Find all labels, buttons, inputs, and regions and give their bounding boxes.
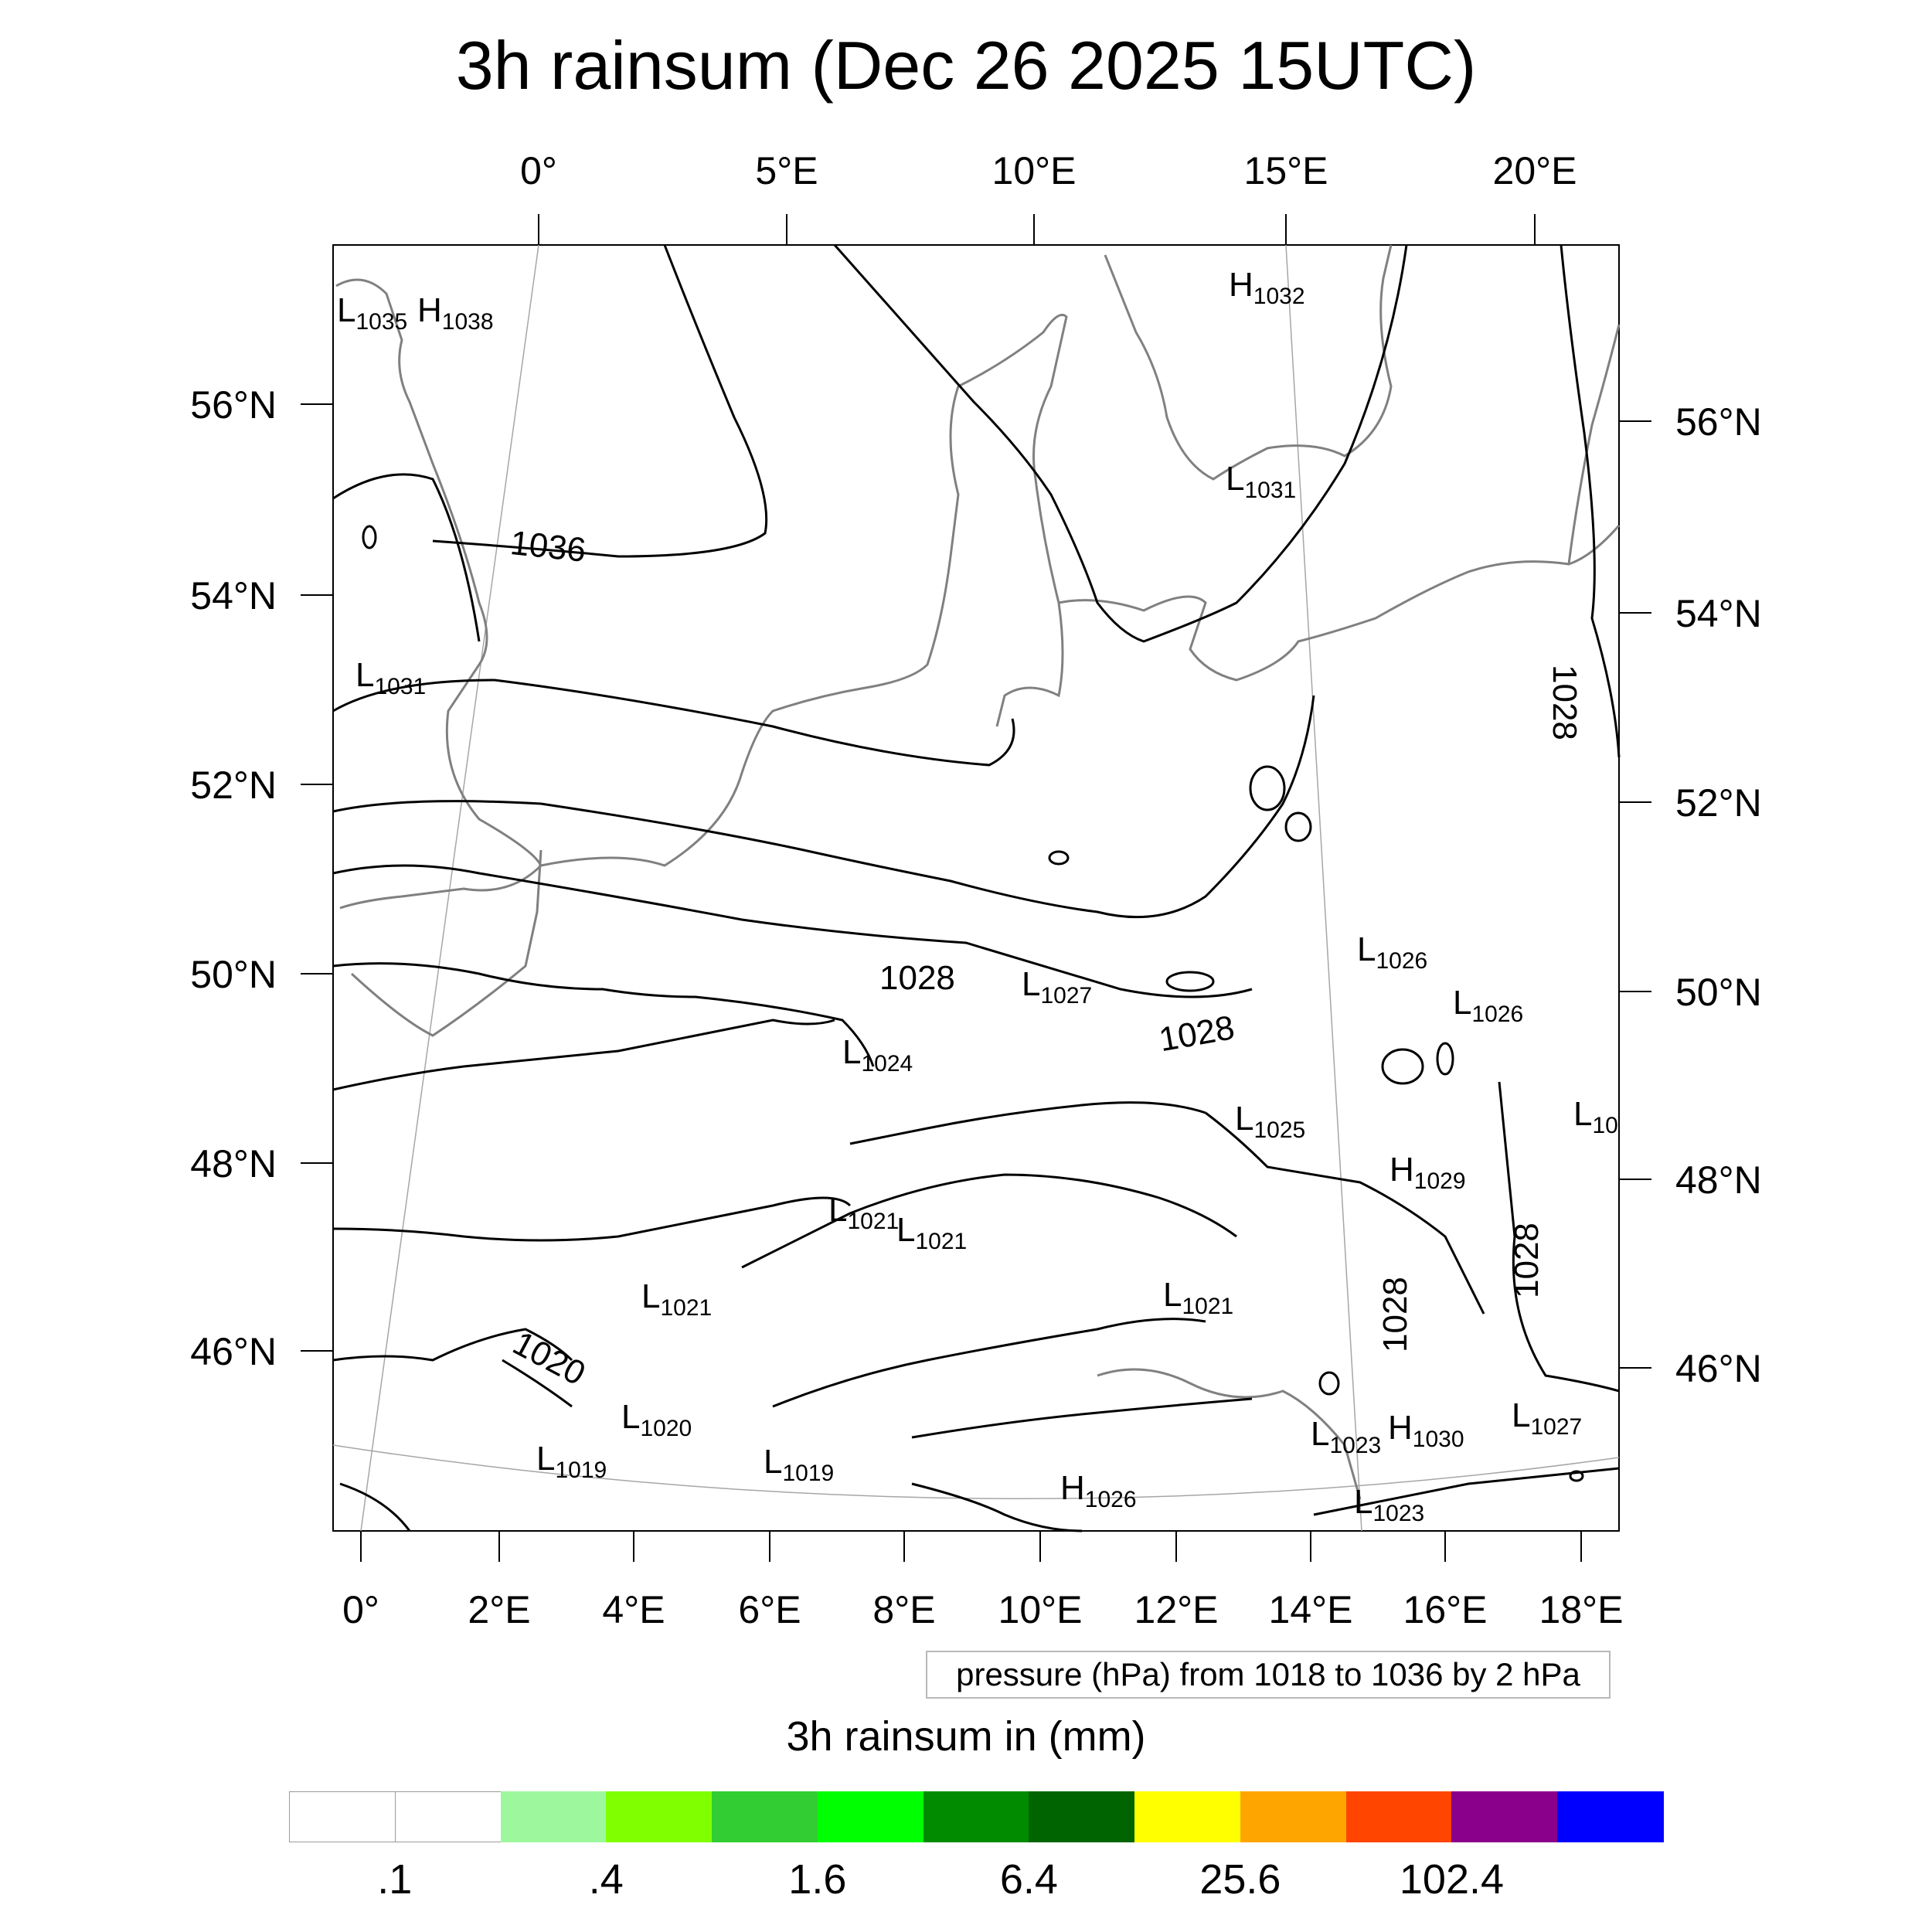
- center-type: L: [1235, 1100, 1254, 1138]
- center-type: L: [1163, 1276, 1182, 1314]
- center-type: L: [828, 1191, 848, 1229]
- colorbar-box: [1451, 1791, 1558, 1842]
- right-lat-label: 54°N: [1675, 592, 1762, 635]
- isobar-label: 1028: [879, 959, 955, 997]
- colorbar-box: [606, 1791, 713, 1842]
- bottom-lon-label: 6°E: [738, 1588, 801, 1631]
- right-lat-label: 56°N: [1675, 400, 1762, 444]
- colorbar-box: [712, 1791, 818, 1842]
- center-type: H: [1388, 1409, 1413, 1447]
- center-value: 1019: [782, 1461, 835, 1486]
- center-type: H: [1229, 266, 1253, 304]
- right-lat-label: 52°N: [1675, 781, 1762, 825]
- center-value: 1026: [1376, 948, 1428, 974]
- colorbar-box: [289, 1791, 396, 1842]
- center-type: L: [536, 1440, 556, 1478]
- top-lon-label: 20°E: [1492, 149, 1577, 192]
- center-type: L: [1357, 930, 1376, 968]
- right-lat-label: 46°N: [1675, 1347, 1762, 1390]
- center-type: L: [641, 1277, 661, 1315]
- colorbar-box: [818, 1791, 924, 1842]
- colorbar-box: [1134, 1791, 1241, 1842]
- right-lat-label: 48°N: [1675, 1158, 1762, 1202]
- center-value: 1023: [1372, 1501, 1425, 1526]
- isobar-label: 1028: [1546, 665, 1583, 740]
- center-type: L: [1226, 460, 1245, 498]
- center-type: L: [896, 1211, 916, 1249]
- center-type: L: [355, 656, 375, 694]
- bottom-lon-label: 16°E: [1403, 1588, 1488, 1631]
- center-value: 1026: [1084, 1487, 1137, 1512]
- top-lon-labels: [520, 149, 1577, 192]
- pressure-info-box: pressure (hPa) from 1018 to 1036 by 2 hPa: [926, 1651, 1611, 1699]
- top-lon-label: 5°E: [755, 149, 818, 192]
- bottom-lon-labels: [342, 1588, 1623, 1631]
- center-type: L: [764, 1443, 783, 1481]
- center-value: 1035: [355, 309, 408, 335]
- center-value: 1027: [1530, 1414, 1583, 1440]
- colorbar-label: 6.4: [999, 1856, 1058, 1903]
- bottom-lon-label: 12°E: [1134, 1588, 1219, 1631]
- colorbar-label: .4: [588, 1856, 624, 1903]
- center-value: 1032: [1253, 284, 1305, 309]
- colorbar-box: [1029, 1791, 1135, 1842]
- center-type: L: [842, 1033, 862, 1071]
- right-lat-labels: [1675, 400, 1762, 1390]
- center-value: 1031: [374, 674, 427, 699]
- center-type: L: [1022, 965, 1041, 1003]
- bottom-lon-label: 8°E: [872, 1588, 936, 1631]
- bottom-lon-label: 14°E: [1268, 1588, 1353, 1631]
- center-type: H: [1389, 1151, 1414, 1189]
- colorbar-box: [1557, 1791, 1664, 1842]
- colorbar-box: [923, 1791, 1030, 1842]
- left-lat-label: 54°N: [190, 574, 277, 617]
- left-lat-labels: [190, 383, 277, 1373]
- center-value: 1019: [555, 1458, 607, 1483]
- center-value: 1021: [915, 1229, 968, 1254]
- center-type: L: [1573, 1095, 1593, 1133]
- center-type: H: [1060, 1469, 1085, 1507]
- left-lat-label: 52°N: [190, 764, 277, 807]
- colorbar-label: .1: [377, 1856, 413, 1903]
- left-lat-label: 56°N: [190, 383, 277, 427]
- top-lon-label: 10°E: [992, 149, 1077, 192]
- center-type: L: [1512, 1396, 1531, 1434]
- colorbar-box: [501, 1791, 607, 1842]
- left-lat-label: 50°N: [190, 953, 277, 996]
- left-lat-label: 48°N: [190, 1142, 277, 1185]
- isobar-label: 1028: [1508, 1223, 1546, 1298]
- center-type: H: [417, 291, 442, 329]
- top-lon-label: 15°E: [1243, 149, 1328, 192]
- center-value: 1023: [1329, 1433, 1382, 1458]
- center-value: 1021: [1182, 1294, 1234, 1319]
- left-lat-label: 46°N: [190, 1330, 277, 1373]
- center-value: 1029: [1413, 1168, 1466, 1194]
- isobar-label: 1036: [508, 523, 588, 570]
- colorbar-box: [1346, 1791, 1453, 1842]
- colorbar-label: 1.6: [788, 1856, 847, 1903]
- colorbar-box: [395, 1791, 502, 1842]
- colorbar-label: 102.4: [1399, 1856, 1505, 1903]
- isobar-label: 1028: [1376, 1277, 1414, 1352]
- isobar-label: 1028: [1156, 1009, 1237, 1060]
- center-value: 1025: [1253, 1117, 1306, 1143]
- center-value: 10: [1592, 1113, 1618, 1138]
- center-value: 1024: [861, 1051, 913, 1077]
- center-value: 1027: [1040, 983, 1093, 1009]
- center-type: L: [1354, 1483, 1373, 1521]
- colorbar-label: 25.6: [1199, 1856, 1281, 1903]
- bottom-lon-label: 10°E: [998, 1588, 1083, 1631]
- colorbar: [289, 1791, 1663, 1844]
- center-type: L: [337, 291, 356, 329]
- top-lon-label: 0°: [520, 149, 557, 192]
- isobar-label: 1020: [506, 1324, 592, 1393]
- bottom-lon-label: 18°E: [1539, 1588, 1624, 1631]
- center-type: L: [1311, 1415, 1330, 1453]
- center-value: 1021: [660, 1295, 713, 1321]
- center-value: 1030: [1412, 1427, 1464, 1452]
- map-title: 3h rainsum (Dec 26 2025 15UTC): [455, 27, 1477, 104]
- center-value: 1021: [847, 1209, 900, 1234]
- center-value: 1031: [1244, 478, 1297, 503]
- center-value: 1020: [640, 1416, 692, 1441]
- bottom-lon-label: 4°E: [602, 1588, 665, 1631]
- center-type: L: [621, 1398, 641, 1436]
- bottom-lon-label: 2°E: [468, 1588, 531, 1631]
- center-type: L: [1453, 984, 1472, 1022]
- colorbar-title: 3h rainsum in (mm): [786, 1713, 1146, 1760]
- center-value: 1038: [441, 309, 494, 335]
- colorbar-box: [1240, 1791, 1347, 1842]
- right-lat-label: 50°N: [1675, 971, 1762, 1014]
- bottom-lon-label: 0°: [342, 1588, 379, 1631]
- center-value: 1026: [1471, 1002, 1524, 1027]
